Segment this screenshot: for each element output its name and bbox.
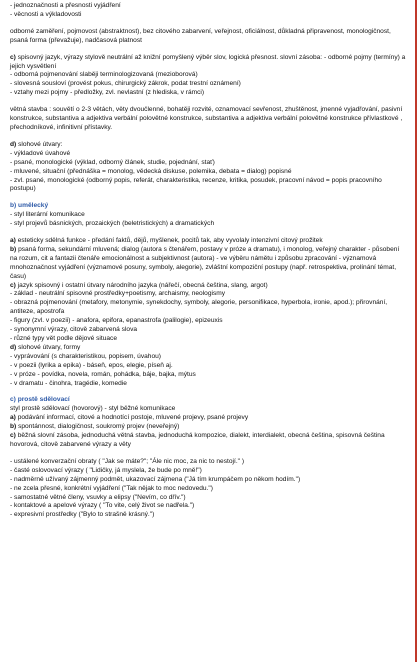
lettered-item — [10, 54, 407, 72]
item-label: b) — [10, 423, 17, 431]
lettered-item — [10, 282, 407, 291]
paragraph-gap — [10, 20, 407, 28]
item-label: d) — [10, 343, 17, 351]
item-label: c) — [10, 432, 16, 440]
text-line: - v poezii (lyrika a epika) - báseň, epos, elegie, píseň aj. — [10, 361, 173, 369]
text-line: - samostatné větné členy, vsuvky a elipsy ("Nevím, co dřív.") — [10, 493, 186, 501]
text-line: - psané, monologické (výklad, odborný článek, studie, pojednání, stať) — [10, 158, 215, 166]
lettered-item — [10, 423, 407, 432]
item-label: c) — [10, 281, 16, 289]
text-line: - synonymní výrazy, citově zabarvená slova — [10, 326, 138, 334]
paragraph-gap — [10, 98, 407, 106]
text-line: - jednoznačnosti a přesnosti vyjádření — [10, 2, 121, 9]
item-label: a) — [10, 414, 16, 422]
text-line: - slovesná sousloví (provést pokus, chirurgický zákrok, podat trestní oznámení) — [10, 80, 241, 88]
text-line: - vztahy mezi pojmy - předložky, zvl. nevlastní (z hlediska, v rámci) — [10, 89, 205, 97]
text-line: - expresivní prostředky ("Bylo to strašně krásný.") — [10, 511, 155, 519]
lettered-item — [10, 414, 407, 423]
text-line: - styl literární komunikace — [10, 211, 85, 219]
text-line: - různé typy vět podle dějové situace — [10, 335, 118, 342]
text-line: - ne zcela přesné, konkrétní vyjádření ("Tak nějak to moc nedovedu.") — [10, 484, 213, 492]
text-line: - obrazná pojmenování (metafory, metonymie, synekdochy, symboly, alegorie, personifikace, hyperbola, ironie, apod.); přirovnání, antiteze, apostrofa — [10, 299, 389, 316]
text-line: - výkladové úvahové — [10, 149, 71, 157]
text-line: - základ - neutrální spisovné prostředky+poetismy, archaismy, neologismy — [10, 290, 226, 298]
text-line: - věcnosti a výkladovosti — [10, 10, 82, 18]
text-line: - vyprávování (s charakteristikou, popisem, úvahou) — [10, 352, 161, 360]
text-line: - odborná pojmenování slaběji terminologizovaná (mezioborová) — [10, 71, 198, 79]
item-text: běžná slovní zásoba, jednoduchá větná stavba, jednoduchá kompozice, dialekt, interdialekt, obecná čeština, spisovná čeština hovorová, citově zabarvené výrazy a věty — [10, 432, 387, 448]
item-text: psaná forma, sekundární mluvená; dialog (autora s čtenářem, postavy v próze a dramatu), i monolog, veřejný charakter - působení na rozum, cit a fantazii čtenáře emocionálnost a subjektivnost (autora) - ve výběru námětu i způsobu zpracování - významová mnohoznačnost vyjádření (významové posuny, symboly, alegorie), zvláštní kompoziční postupy (např. retrospektiva, prolínání témat, času) — [10, 245, 402, 280]
section-heading: b) umělecký — [10, 202, 49, 210]
text-line: - styl projevů básnických, prozaických (beletristických) a dramatických — [10, 220, 215, 228]
item-text: jazyk spisovný i ostatní útvary národního jazyka (nářečí, obecná čeština, slang, argot) — [17, 281, 268, 289]
item-text: esteticky sdělná funkce - předání faktů, dějů, myšlenek, pocitů tak, aby vyvolaly intenzivní citový prožitek — [17, 237, 323, 245]
text-line: - nadměrně užívaný zájmenný podmět, ukazovací zájmena ("Já tím krumpáčem po někom hodím.") — [10, 475, 301, 483]
text-line: - figury (zvl. v poezii) - anafora, epifora, epanastrofa (palilogie), epizeuxis — [10, 317, 223, 325]
item-label: a) — [10, 237, 16, 245]
text-line: - mluvené, situační (přednáška = monolog, vědecká diskuse, polemika, debata = dialog) popisné — [10, 167, 292, 175]
document-body — [10, 2, 407, 520]
text-line: - ustálené konverzační obraty ( "Jak se máte?"; "Ále nic moc, za nic to nestojí." ) — [10, 457, 245, 465]
item-text: slohové útvary: — [18, 140, 63, 148]
lettered-item — [10, 246, 407, 282]
paragraph-gap — [10, 229, 407, 237]
lettered-item — [10, 344, 407, 353]
paragraph-gap — [10, 46, 407, 54]
item-text: spisovný jazyk, výrazy stylově neutrální až knižní pomyšlený výběr slov, logická přesnost. slovní zásoba: - odborné pojmy (termíny) a jejich vysvětlení — [10, 53, 408, 70]
paragraph-gap — [10, 194, 407, 202]
text-line: - kontaktové a apelové výrazy ( "To vite, celý život se nadřela.") — [10, 502, 195, 510]
text-line: styl prostě sdělovací (hovorový) - styl běžné komunikace — [10, 405, 176, 413]
item-text: podávání informací, citové a hodnotící postoje, mluvené projevy, psané projevy — [17, 414, 249, 422]
lettered-item — [10, 141, 407, 150]
text-line: - v dramatu - činohra, tragédie, komedie — [10, 379, 127, 387]
item-text: spontánnost, dialogičnost, soukromý projev (neveřejný) — [18, 423, 180, 431]
text-line: odborné zaměření, pojmovost (abstraktnost), bez citového zabarvení, veřejnost, oficiálnost, důkladná připravenost, monologičnost, psaná forma (převažuje), nadčasová platnost — [10, 27, 393, 44]
text-line: větná stavba : souvětí o 2-3 větách, věty dvoučlenné, bohatěji rozvité, oznamovací sevřenost, zhuštěnost, jmenné vyjadřování, pasivní konstrukce, substantiva a adjektiva verbální polovětné konstrukce, substantiva a adjektiva verbální polovětné konstrukce přívlastkové , přechodníkové, infinitivní přístavky. — [10, 106, 405, 131]
text-line: - zvl. psané, monologické (odborný popis, referát, charakteristika, recenze, kritika, posudek, pracovní návod = popis pracovního postupu) — [10, 176, 384, 193]
section-heading: c) prostě sdělovací — [10, 396, 70, 404]
item-label: d) — [10, 140, 17, 148]
paragraph-gap — [10, 450, 407, 458]
text-line: - časté oslovovací výrazy ( "Lidičky, já myslela, že bude po mně!") — [10, 466, 202, 474]
lettered-item — [10, 237, 407, 246]
item-text: slohové útvary, formy — [18, 343, 81, 351]
text-line: - v próze - povídka, novela, román, pohádka, báje, bajka, mýtus — [10, 370, 196, 378]
paragraph-gap — [10, 133, 407, 141]
lettered-item — [10, 432, 407, 450]
paragraph-gap — [10, 388, 407, 396]
item-label: c) — [10, 53, 16, 61]
item-label: b) — [10, 245, 17, 253]
